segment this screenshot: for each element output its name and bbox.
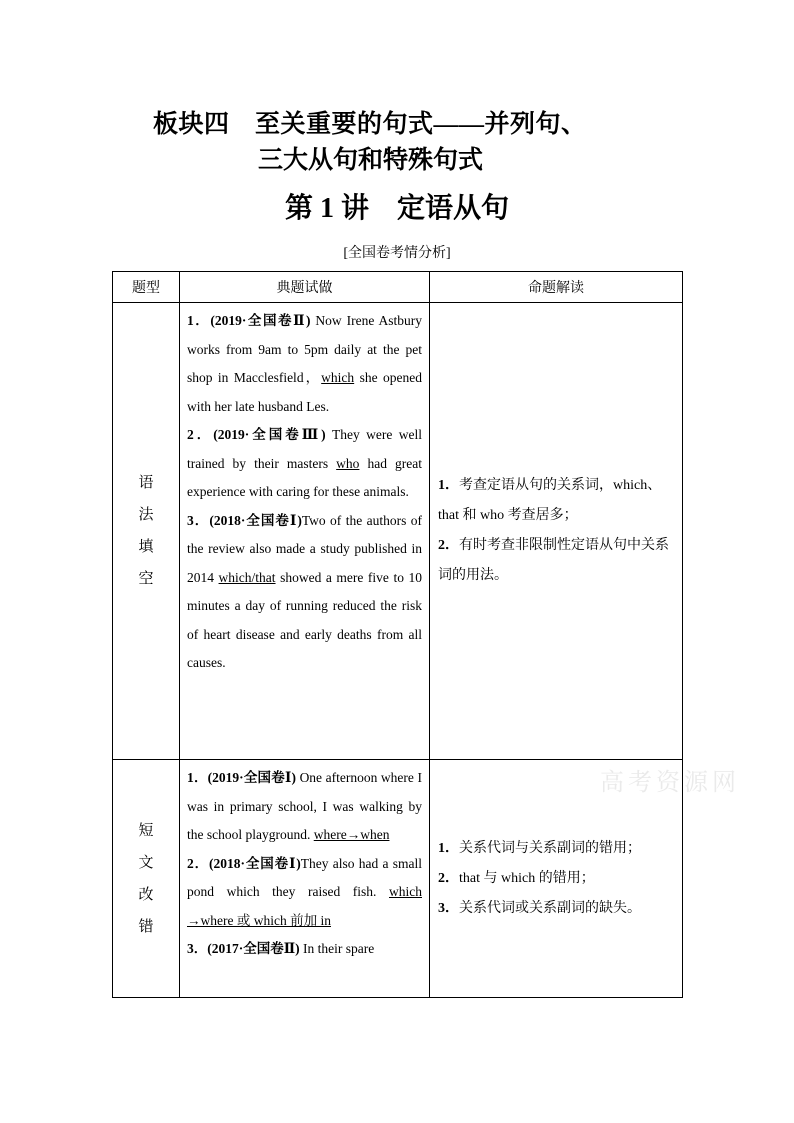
- analysis-cell: [430, 303, 683, 760]
- answer-text: which: [321, 370, 355, 385]
- example-item: 2．(2018·全国卷Ⅰ)They also had a small pond which they raised fish. which →where 或 which 前加 in: [187, 855, 423, 928]
- question-type-label: 短 文 改 错: [138, 822, 154, 935]
- analysis-item: 2．that 与 which 的错用；: [438, 870, 595, 886]
- analysis-item: 1．关系代词与关系副词的错用；: [438, 840, 641, 856]
- section-title-line2: 三大从句和特殊句式: [258, 147, 484, 174]
- analysis-item: 3．关系代词或关系副词的缺失。: [438, 900, 641, 916]
- question-type-cell: [113, 760, 180, 998]
- example-item: 1．(2019·全国卷Ⅰ) One afternoon where I was in primary school, I was walking by the school playground. where→when: [187, 770, 422, 842]
- examples-cell: [180, 760, 430, 998]
- example-item: 1．(2019·全国卷Ⅱ) Now Irene Astbury works from 9am to 5pm daily at the pet shop in Macclesfield，which she opened with her late husband Les.: [187, 313, 423, 414]
- header-analysis: 命题解读: [430, 272, 683, 303]
- watermark: 高考资源网: [600, 768, 740, 796]
- header-type: 题型: [113, 272, 180, 303]
- answer-text: which →where 或 which 前加 in: [187, 884, 422, 928]
- analysis-item: 1．考查定语从句的关系词，which、that 和 who 考查居多；: [438, 478, 662, 523]
- exam-analysis-table: [112, 271, 683, 998]
- answer-text: who: [336, 455, 360, 471]
- lecture-title: 第 1 讲 定语从句: [284, 193, 509, 224]
- answer-text: which/that: [218, 569, 276, 585]
- example-item: 3．(2018·全国卷Ⅰ)Two of the authors of the review also made a study published in 2014 which/that showed a mere five to 10 minutes a day of running reduced the risk of heart disease and early deaths from all causes.: [187, 512, 423, 670]
- example-item: 3．(2017·全国卷Ⅱ) In their spare: [187, 941, 375, 956]
- analysis-item: 2．有时考查非限制性定语从句中关系词的用法。: [438, 538, 669, 583]
- answer-text: where→when: [313, 827, 390, 842]
- table-row: [113, 303, 683, 760]
- question-type-label: 语 法 填 空: [138, 475, 154, 587]
- examples-cell: [180, 303, 430, 760]
- header-examples: 典题试做: [180, 272, 430, 303]
- question-type-cell: [113, 303, 180, 760]
- section-title-line1: 板块四 至关重要的句式——并列句、: [153, 111, 587, 138]
- analysis-subheading: [全国卷考情分析]: [343, 246, 451, 261]
- example-item: 2．(2019·全国卷Ⅲ) They were well trained by their masters who had great experience with caring for these animals.: [187, 427, 422, 499]
- table-header-row: [113, 272, 683, 303]
- table-row: [113, 760, 683, 998]
